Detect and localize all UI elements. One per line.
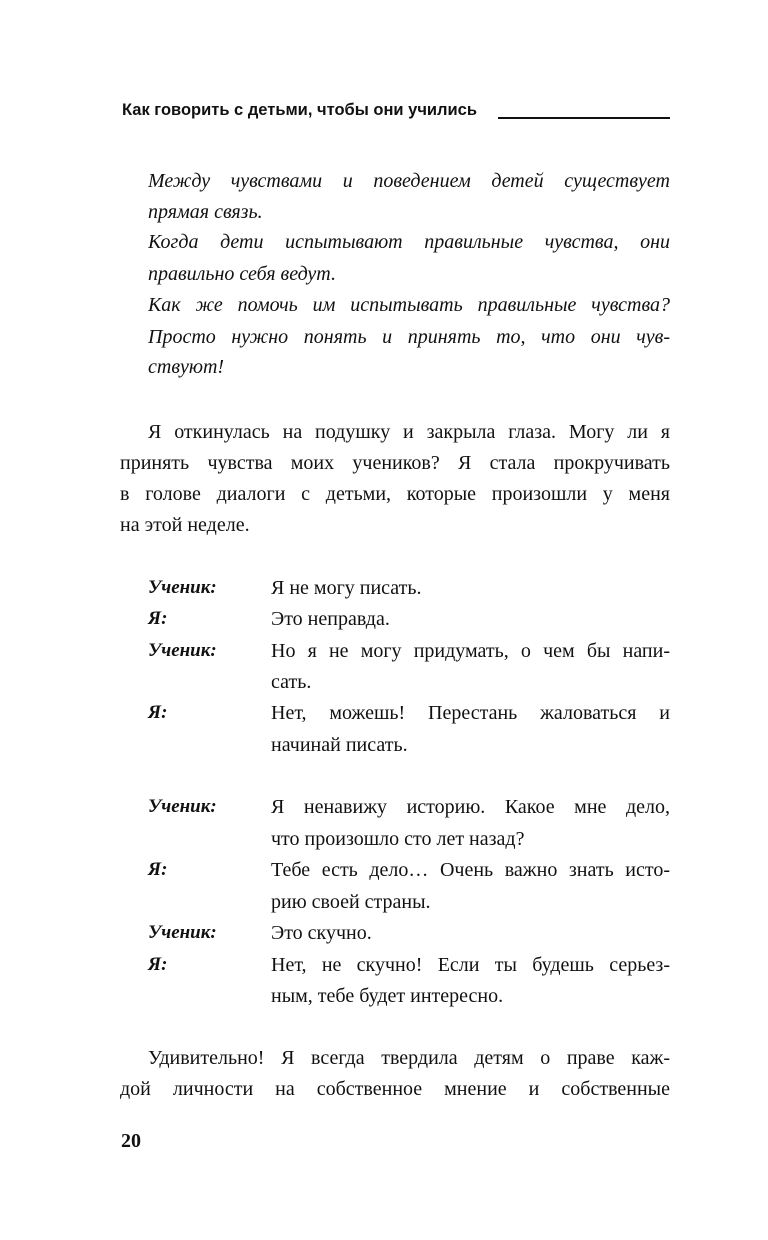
epigraph-line: Как же помочь им испытывать правильные чувства? [148,294,670,316]
dialogue-line: Я ненавижу историю. Какое мне дело, [271,796,670,818]
dialogue-line: что произошло сто лет назад? [271,828,525,850]
dialogue-line: Нет, не скучно! Если ты будешь серьез- [271,954,670,976]
dialogue-speaker: Я: [148,954,168,975]
epigraph-line: Когда дети испытывают правильные чувства, они [148,231,670,253]
paragraph-line: Я откинулась на подушку и закрыла глаза. Могу ли я [148,421,670,443]
dialogue-speaker: Я: [148,702,168,723]
dialogue-line: Тебе есть дело… Очень важно знать исто- [271,859,670,881]
dialogue-speaker: Я: [148,608,168,629]
page-number: 20 [121,1130,141,1152]
paragraph-line: в голове диалоги с детьми, которые произошли у меня [120,483,670,505]
epigraph-line: Просто нужно понять и принять то, что они чув- [148,326,670,348]
epigraph-line: ствуют! [148,356,225,378]
running-header: Как говорить с детьми, чтобы они учились [122,101,477,119]
dialogue-line: сать. [271,671,312,693]
paragraph-line: на этой неделе. [120,514,250,536]
dialogue-line: Это скучно. [271,922,372,944]
dialogue-speaker: Ученик: [148,577,217,598]
dialogue-line: Это неправда. [271,608,390,630]
dialogue-speaker: Ученик: [148,640,217,661]
dialogue-line: Я не могу писать. [271,577,422,599]
dialogue-line: Но я не могу придумать, о чем бы напи- [271,640,670,662]
dialogue-speaker: Ученик: [148,922,217,943]
dialogue-line: начинай писать. [271,734,408,756]
dialogue-speaker: Ученик: [148,796,217,817]
paragraph-line: Удивительно! Я всегда твердила детям о праве каж- [148,1047,670,1069]
dialogue-line: ным, тебе будет интересно. [271,985,504,1007]
header-rule [498,117,670,119]
paragraph-line: принять чувства моих учеников? Я стала прокручивать [120,452,670,474]
paragraph-line: дой личности на собственное мнение и собственные [120,1078,670,1100]
dialogue-line: Нет, можешь! Перестань жаловаться и [271,702,670,724]
epigraph-line: прямая связь. [148,201,263,223]
dialogue-speaker: Я: [148,859,168,880]
epigraph-line: правильно себя ведут. [148,263,336,285]
dialogue-line: рию своей страны. [271,891,431,913]
epigraph-line: Между чувствами и поведением детей существует [148,170,670,192]
